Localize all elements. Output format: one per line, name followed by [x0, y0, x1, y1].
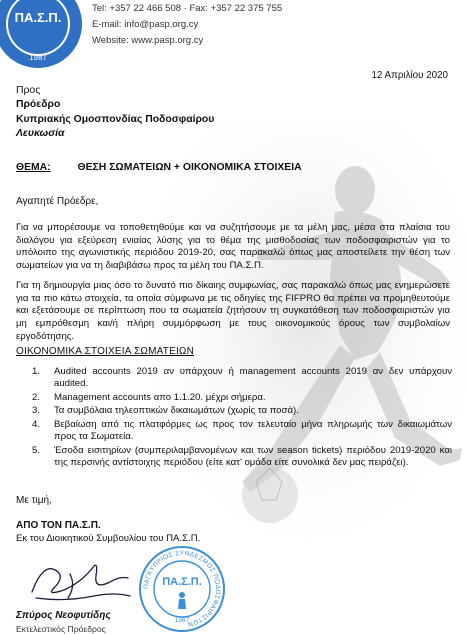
list-item: 1. Audited accounts 2019 αν υπάρχουν ή management accounts 2019 αν δεν υπάρχουν audited.	[32, 366, 452, 390]
handwritten-signature	[24, 552, 134, 610]
list-item: 2. Management accounts απο 1.1.20. μέχρι σήμερα.	[32, 391, 266, 403]
recipient-title: Πρόεδρο	[16, 99, 61, 111]
recipient-block	[16, 84, 214, 141]
recipient-city: Λευκωσία	[16, 128, 65, 140]
recipient-org: Κυπριακής Ομοσπονδίας Ποδοσφαίρου	[16, 113, 215, 125]
pasp-logo	[0, 0, 84, 70]
paragraph-2: Για τη δημιουργία μιας όσο το δυνατό πιο δίκαιης συμφωνίας, σας παρακαλώ όπως μας ενημερώσετε για τα πιο κάτω στοιχεία, τα οποία σύμφωνα με τις οδηγίες της FIFPRO θα πρέπει να προμηθευτούμε και εξετάσουμε σε περίπτωση που τα σωματεία ζητήσουν τη συγκατάθεση των ποδοσφαιριστών για μη εμπρόθεσμη και/ή πλήρη συμμόρφωση με τους οικονομικούς όρους των συμβολαίων εργοδότησης.	[16, 280, 450, 342]
signer-role: Εκτελεστικός Πρόεδρος	[16, 624, 106, 634]
list-item: 4. Βεβαίωση από τις πλατφόρμες ως προς τον τελευταίο μήνα πληρωμής των δικαιωμάτων προς τα Σωματεία.	[32, 418, 452, 443]
closing: Με τιμή,	[16, 495, 52, 506]
pasp-stamp	[138, 545, 226, 633]
paragraph-1: Για να μπορέσουμε να τοποθετηθούμε και να συζητήσουμε με τα μέλη μας, μέσα στα πλαίσια του διαλόγου για εξεύρεση ενιαίας λύσης για το θέμα της μισθοδοσίας των ποδοσφαιριστών για το υπόλοιπο της αγωνιστικής περιόδου 2019-20, σας παρακαλώ όπως μας αποστείλετε την θέση των σωματείων για να τη διαβιβάσω προς τα μέλη του ΠΑ.Σ.Π.	[16, 222, 450, 271]
from-line: ΑΠΟ ΤΟΝ ΠΑ.Σ.Π.	[16, 520, 101, 531]
contact-block	[92, 3, 282, 50]
financial-items-list	[32, 366, 452, 471]
subject-text: ΘΕΣΗ ΣΩΜΑΤΕΙΩΝ + ΟΙΚΟΝΟΜΙΚΑ ΣΤΟΙΧΕΙΑ	[77, 162, 302, 173]
list-item: 3. Τα συμβόλαια τηλεοπτικών δικαιωμάτων (χωρίς τα ποσά).	[32, 405, 299, 417]
subject-label: ΘΕΜΑ:	[16, 162, 51, 173]
stamp-ring-text: ΠΑΓΚΥΠΡΙΟΣ ΣΥΝΔΕΣΜΟΣ ΠΟΔΟΣΦΑΙΡΙΣΤΩΝ	[142, 549, 222, 628]
logo-text: ΠΑ.Σ.Π.	[14, 10, 62, 25]
stamp-year: 1987	[174, 617, 190, 624]
recipient-to: Προς	[16, 85, 41, 96]
contact-email: E-mail: info@pasp.org.cy	[92, 18, 199, 30]
greeting: Αγαπητέ Πρόεδρε,	[16, 196, 99, 207]
signer-name: Σπύρος Νεοφυτίδης	[16, 610, 111, 621]
list-item: 5. Έσοδα εισιτηρίων (συμπεριλαμβανομένων και των season tickets) περιόδου 2019-2020 και της περσινής αντίστοιχης περιόδου (είτε κατ' ομάδα είτε συνολικά δεν μας πειράζει).	[32, 444, 452, 469]
stamp-center-text: ΠΑ.Σ.Π.	[162, 576, 202, 588]
contact-website: Website: www.pasp.org.cy	[92, 34, 204, 46]
section-title: ΟΙΚΟΝΟΜΙΚΑ ΣΤΟΙΧΕΙΑ ΣΩΜΑΤΕΙΩΝ	[16, 346, 195, 357]
from-subline: Εκ του Διοικητικού Συμβουλίου του ΠΑ.Σ.Π.	[16, 533, 201, 544]
letter-date: 12 Απριλίου 2020	[371, 70, 448, 81]
contact-phone: Tel: +357 22 466 508 · Fax: +357 22 375 755	[92, 3, 283, 14]
subject-line	[16, 162, 302, 173]
logo-year: 1987	[29, 53, 47, 62]
